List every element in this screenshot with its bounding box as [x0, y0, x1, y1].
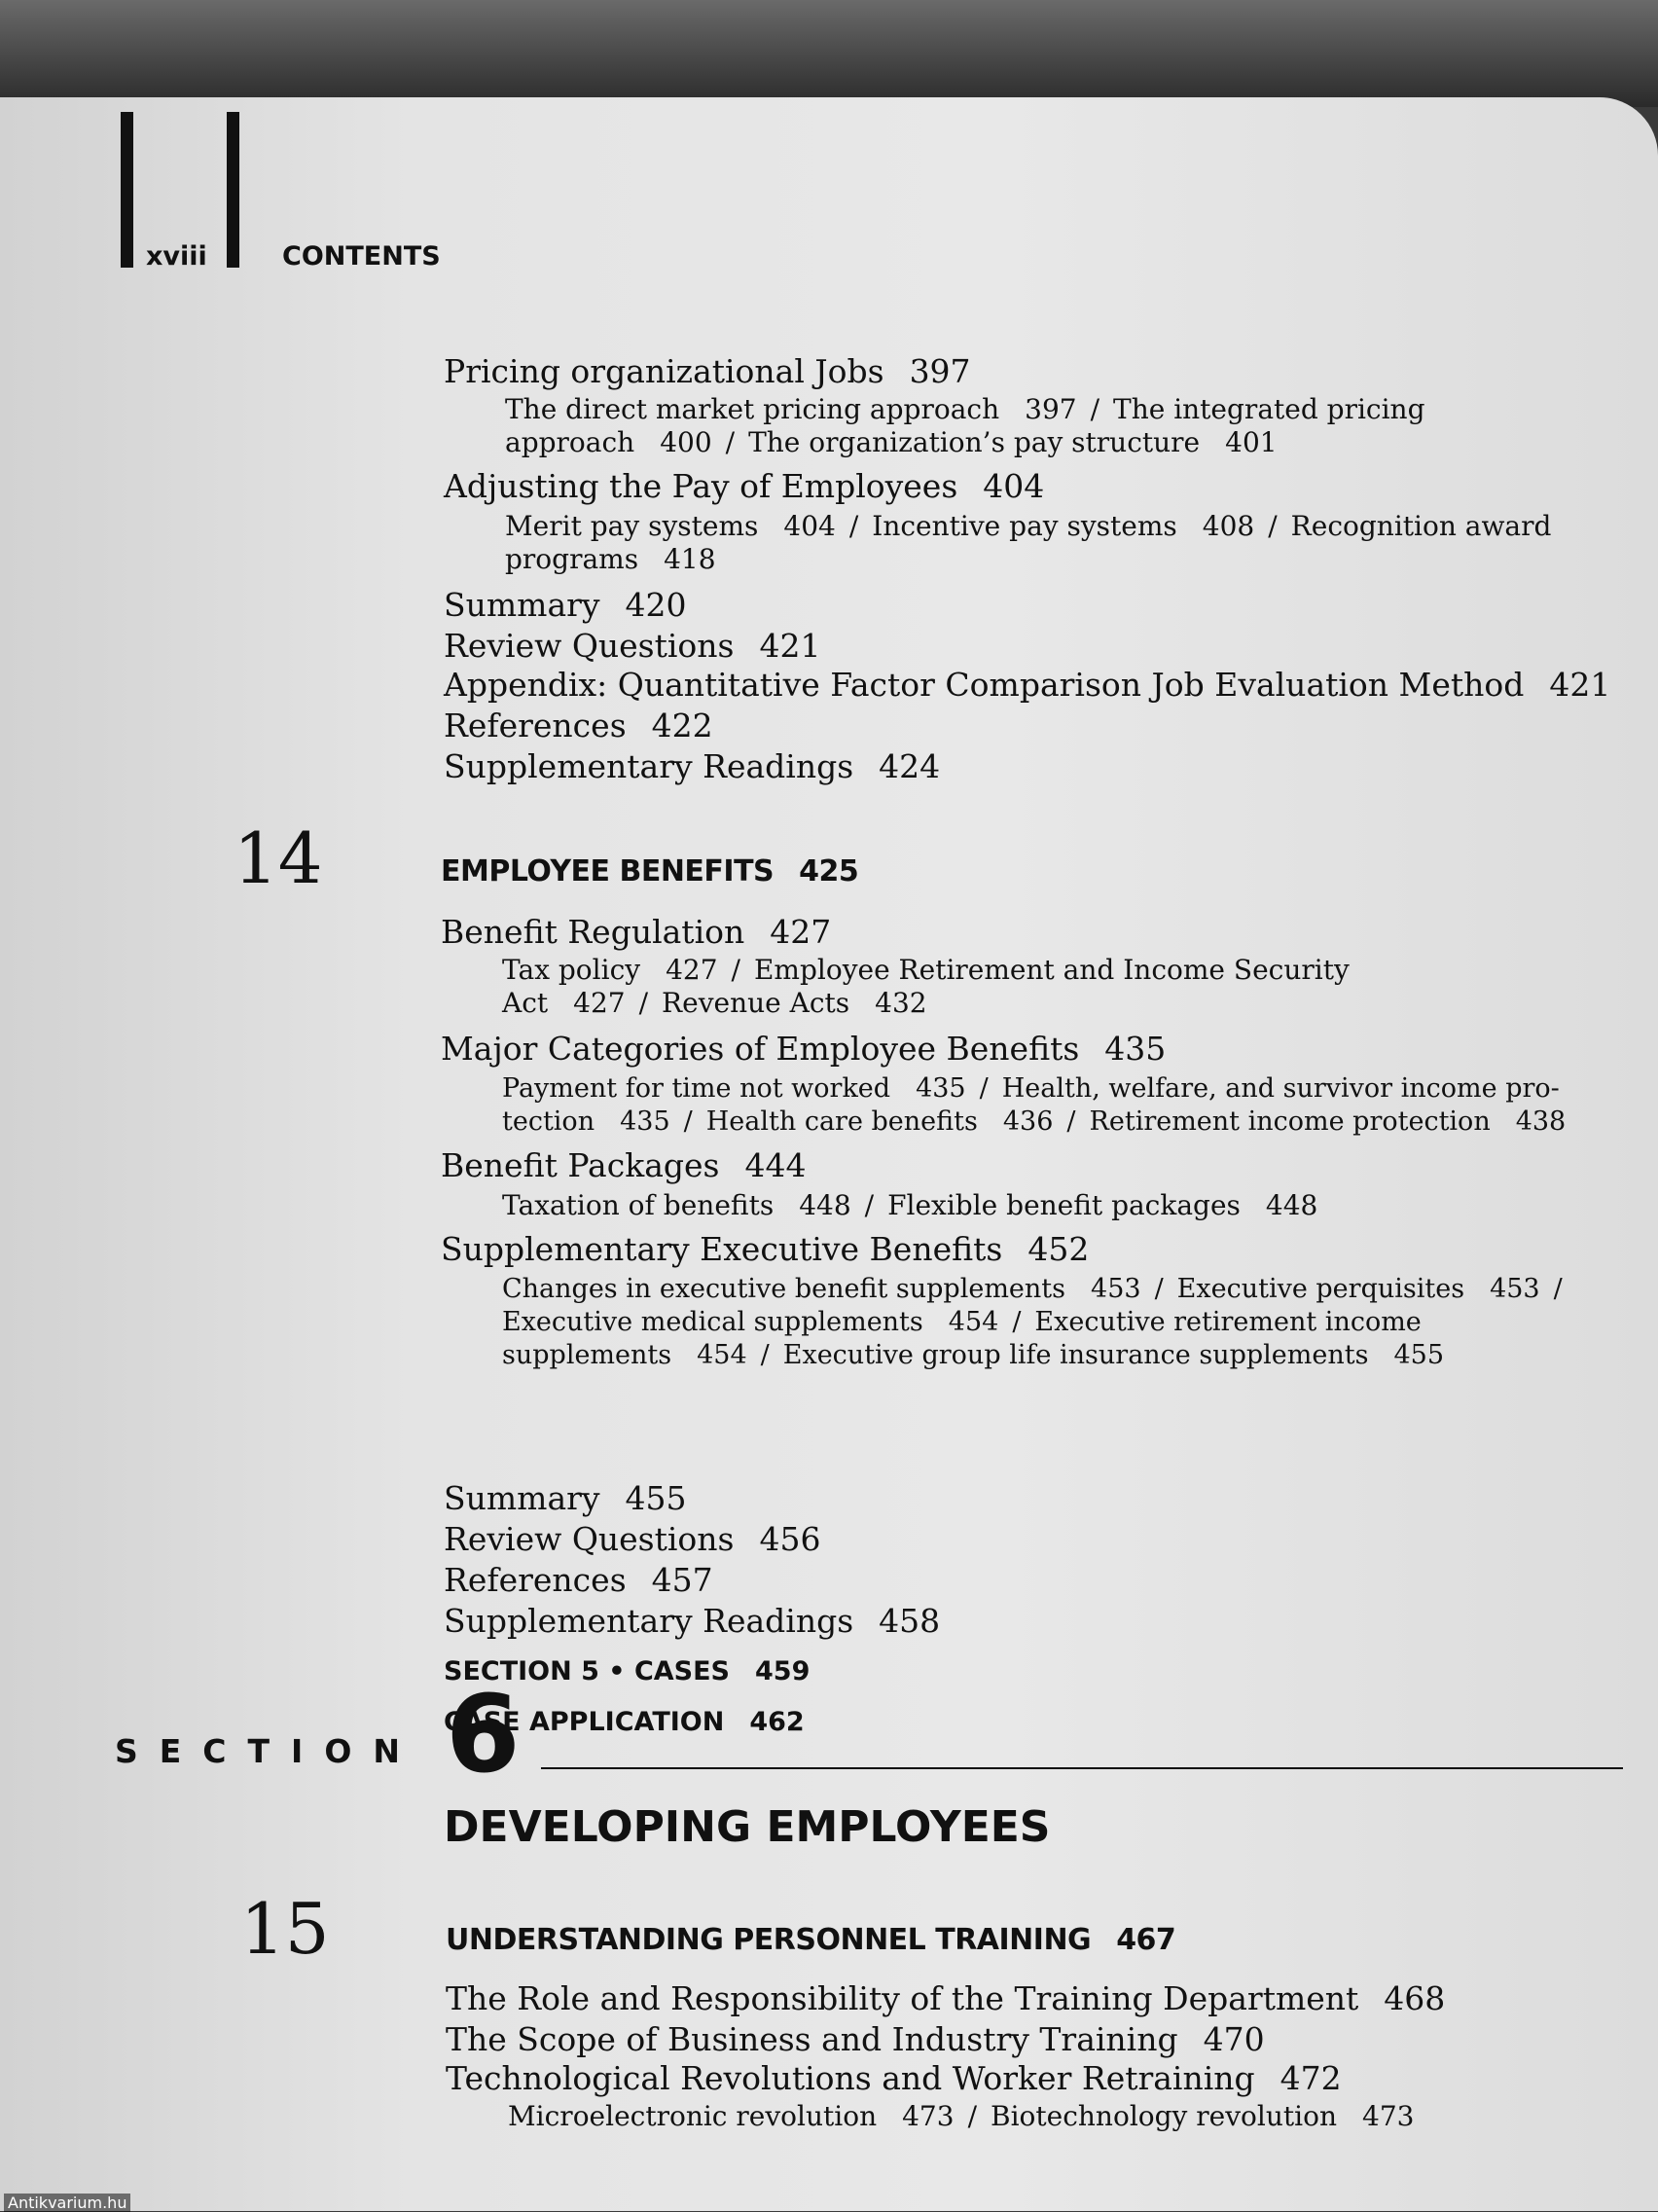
separator: /: [979, 1073, 989, 1104]
toc-entry: [444, 1561, 713, 1599]
toc-subentry-page: 400: [660, 426, 712, 458]
toc-entry-label: Review Questions: [444, 1520, 735, 1558]
toc-subentry-page: 448: [799, 1189, 851, 1221]
separator: /: [683, 1106, 693, 1137]
toc-subentry-page: 397: [1025, 393, 1077, 425]
toc-entry: [444, 666, 1610, 704]
toc-subentry-page: 455: [1393, 1340, 1445, 1370]
watermark: Antikvarium.hu: [4, 2194, 130, 2212]
header-rule-right: [227, 112, 239, 268]
toc-subentry-page: 401: [1225, 426, 1278, 458]
toc-entry-page: 427: [770, 913, 832, 951]
separator: /: [760, 1340, 770, 1370]
toc-subentries: [502, 1189, 1317, 1222]
toc-entry-page: 421: [759, 627, 821, 665]
toc-entry-page: 397: [909, 352, 971, 390]
toc-entry-page: 420: [625, 586, 687, 624]
separator: /: [1553, 1274, 1563, 1304]
toc-entry-page: 404: [983, 467, 1045, 505]
toc-subentry-page: 435: [916, 1073, 966, 1104]
running-head: CONTENTS: [282, 241, 441, 272]
toc-subentries: [502, 1072, 1566, 1139]
separator: /: [638, 987, 649, 1019]
cases-heading-page: 459: [755, 1656, 811, 1686]
toc-subentry-label: Microelectronic revolution: [508, 2100, 878, 2132]
toc-entry-label: Benefit Regulation: [441, 913, 745, 951]
toc-entry-label: Supplementary Readings: [444, 1602, 854, 1640]
toc-entry-label: References: [444, 1561, 627, 1599]
chapter-title: [446, 1923, 1175, 1957]
toc-subentry-page: 435: [620, 1106, 670, 1137]
toc-subentry-page: 453: [1490, 1274, 1540, 1304]
case-application-label: CASE APPLICATION: [444, 1707, 725, 1737]
toc-subentry-page: 427: [573, 987, 626, 1019]
toc-subentry-label: Retirement income protection: [1089, 1106, 1491, 1137]
toc-subentries: [505, 393, 1425, 459]
toc-subentry-label: supplements: [502, 1340, 672, 1370]
toc-subentry-label: The organization’s pay structure: [748, 426, 1201, 458]
toc-subentry-label: approach: [505, 426, 635, 458]
toc-subentry-page: 427: [666, 954, 718, 986]
toc-subentry-label: Health, welfare, and survivor income pro-: [1001, 1073, 1560, 1104]
toc-entry: [444, 586, 687, 624]
header-rule-left: [121, 112, 133, 268]
case-application-page: 462: [749, 1707, 805, 1737]
chapter-title-text: UNDERSTANDING PERSONNEL TRAINING: [446, 1923, 1092, 1957]
chapter-page: 425: [799, 854, 859, 888]
toc-subentry-page: 473: [1362, 2100, 1415, 2132]
toc-subentry-page: 448: [1265, 1189, 1318, 1221]
toc-entry-label: Supplementary Executive Benefits: [441, 1230, 1003, 1268]
toc-entry: [444, 1479, 687, 1517]
toc-entry-page: 422: [651, 707, 713, 744]
toc-subentries: [508, 2100, 1414, 2133]
toc-entry: [444, 627, 820, 665]
toc-subentry-label: Executive medical supplements: [502, 1307, 923, 1337]
toc-subentry-page: 404: [783, 510, 836, 542]
toc-subentry-page: 454: [697, 1340, 747, 1370]
separator: /: [848, 510, 859, 542]
toc-subentry-page: 408: [1202, 510, 1255, 542]
toc-entry: [444, 467, 1044, 505]
toc-subentry-page: 453: [1091, 1274, 1141, 1304]
toc-entry: [441, 1146, 806, 1184]
chapter-title-text: EMPLOYEE BENEFITS: [441, 854, 775, 888]
separator: /: [864, 1189, 875, 1221]
toc-entry: [444, 747, 940, 785]
toc-subentry-label: Payment for time not worked: [502, 1073, 891, 1104]
toc-entry: [444, 1520, 820, 1558]
chapter-number: 15: [240, 1888, 330, 1970]
chapter-title: [441, 854, 858, 888]
toc-subentry-page: 438: [1515, 1106, 1567, 1137]
toc-subentry-page: 436: [1002, 1106, 1054, 1137]
toc-subentry-label: Employee Retirement and Income Security: [753, 954, 1350, 986]
chapter-page: 467: [1116, 1923, 1176, 1957]
separator: /: [1090, 393, 1100, 425]
toc-entry-page: 424: [879, 747, 941, 785]
toc-entry-label: Adjusting the Pay of Employees: [444, 467, 958, 505]
toc-entry-label: Supplementary Readings: [444, 747, 854, 785]
toc-subentry-label: The integrated pricing: [1113, 393, 1425, 425]
toc-entry-label: Pricing organizational Jobs: [444, 352, 884, 390]
toc-subentry-label: Merit pay systems: [505, 510, 759, 542]
toc-entry-page: 468: [1384, 1979, 1446, 2017]
toc-subentry-page: 418: [664, 543, 716, 575]
toc-subentry-label: Tax policy: [502, 954, 641, 986]
dark-background-top: [0, 0, 1658, 107]
toc-entry-page: 452: [1027, 1230, 1090, 1268]
section-title: DEVELOPING EMPLOYEES: [444, 1802, 1051, 1852]
toc-subentries: [502, 954, 1350, 1020]
toc-subentry-label: tection: [502, 1106, 595, 1137]
toc-entry: [444, 352, 971, 390]
toc-entry-page: 457: [651, 1561, 713, 1599]
toc-subentries: [502, 1273, 1576, 1372]
toc-entry-page: 472: [1280, 2059, 1342, 2097]
toc-entry-label: Summary: [444, 1479, 600, 1517]
toc-entry-label: Technological Revolutions and Worker Retraining: [446, 2059, 1255, 2097]
section-number: 6: [446, 1672, 521, 1796]
separator: /: [731, 954, 740, 986]
toc-subentry-label: Health care benefits: [705, 1106, 978, 1137]
separator: /: [967, 2100, 977, 2132]
toc-entry: [441, 913, 831, 951]
toc-subentry-page: 473: [902, 2100, 955, 2132]
toc-subentry-label: Biotechnology revolution: [991, 2100, 1337, 2132]
separator: /: [1268, 510, 1278, 542]
section-word: SECTION: [115, 1732, 421, 1770]
toc-entry-label: Review Questions: [444, 627, 735, 665]
toc-entry: [441, 1230, 1089, 1268]
toc-entry: [446, 2059, 1342, 2097]
toc-entry-label: Benefit Packages: [441, 1146, 720, 1184]
toc-subentry-label: Executive retirement income: [1034, 1307, 1422, 1337]
toc-entry-label: The Scope of Business and Industry Training: [446, 2020, 1178, 2058]
toc-entry-page: 458: [879, 1602, 941, 1640]
separator: /: [1066, 1106, 1076, 1137]
toc-entry-page: 435: [1104, 1030, 1167, 1068]
toc-subentry-page: 454: [948, 1307, 999, 1337]
toc-subentry-label: Executive group life insurance supplements: [782, 1340, 1369, 1370]
toc-subentry-label: Taxation of benefits: [502, 1189, 775, 1221]
toc-subentry-page: 432: [875, 987, 927, 1019]
toc-entry-page: 421: [1549, 666, 1611, 704]
page-folio: xviii: [146, 241, 207, 272]
toc-entry: [444, 1602, 940, 1640]
book-page: [0, 97, 1658, 2211]
toc-subentry-label: Changes in executive benefit supplements: [502, 1274, 1066, 1304]
toc-entry-page: 455: [625, 1479, 687, 1517]
toc-entry-label: Appendix: Quantitative Factor Comparison Job Evaluation Method: [444, 666, 1525, 704]
toc-subentry-label: Act: [502, 987, 549, 1019]
toc-entry: [446, 1979, 1445, 2017]
toc-subentries: [505, 510, 1551, 576]
toc-subentry-label: Flexible benefit packages: [887, 1189, 1241, 1221]
toc-subentry-label: Incentive pay systems: [872, 510, 1177, 542]
toc-entry-label: Summary: [444, 586, 600, 624]
toc-subentry-label: Executive perquisites: [1176, 1274, 1465, 1304]
toc-entry-page: 456: [759, 1520, 821, 1558]
cases-heading-label: SECTION 5 • CASES: [444, 1656, 731, 1686]
toc-entry: [446, 2020, 1265, 2058]
toc-entry-page: 470: [1203, 2020, 1265, 2058]
toc-entry: [444, 707, 713, 744]
toc-entry-label: Major Categories of Employee Benefits: [441, 1030, 1080, 1068]
separator: /: [725, 426, 736, 458]
separator: /: [1012, 1307, 1022, 1337]
chapter-number: 14: [234, 817, 323, 899]
separator: /: [1154, 1274, 1164, 1304]
toc-entry-page: 444: [744, 1146, 807, 1184]
toc-entry-label: The Role and Responsibility of the Training Department: [446, 1979, 1359, 2017]
toc-entry: [441, 1030, 1166, 1068]
toc-subentry-label: programs: [505, 543, 639, 575]
toc-subentry-label: Recognition award: [1290, 510, 1552, 542]
toc-subentry-label: The direct market pricing approach: [505, 393, 1000, 425]
section-rule: [541, 1767, 1623, 1769]
toc-entry-label: References: [444, 707, 627, 744]
toc-subentry-label: Revenue Acts: [662, 987, 850, 1019]
